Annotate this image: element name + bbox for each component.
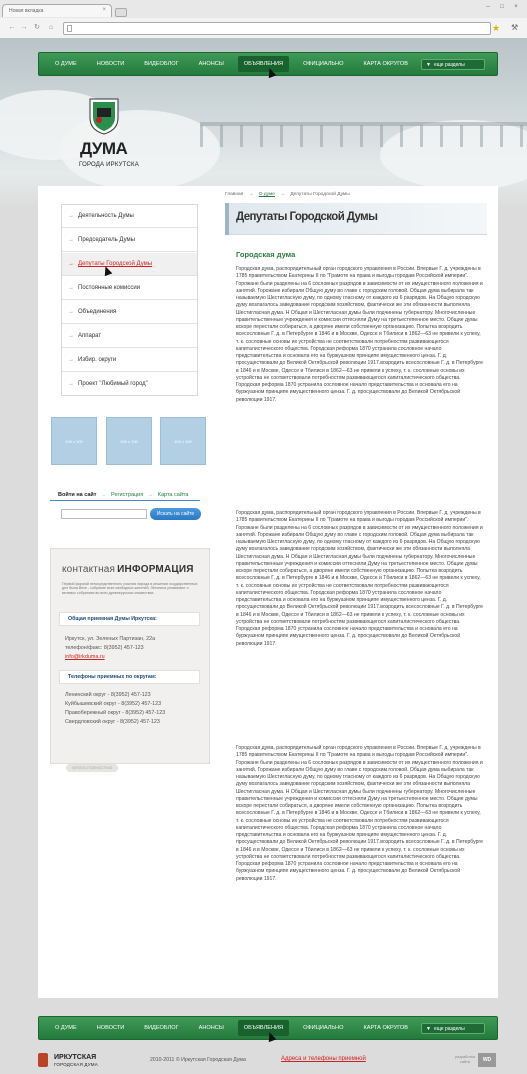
district-phone: Ленинский округ - 8(3952) 457-123 [65,692,151,698]
reception-address: Иркутск, ул. Зеленых Партизан, 22а [65,636,156,642]
developer-logo[interactable]: WD [478,1053,496,1067]
contact-title-bold: ИНФОРМАЦИЯ [117,564,194,575]
district-phone: Свердловский округ - 8(3952) 457-123 [65,719,160,725]
address-bar[interactable] [63,22,491,35]
arrow-right-icon: → [68,213,74,219]
arrow-right-icon: → [280,192,286,197]
arrow-right-icon: → [68,237,74,243]
nav-item-about[interactable]: О ДУМЕ [55,61,77,67]
sidebar-item-label: Деятельность Думы [78,213,134,219]
nav-item-announcements[interactable]: АНОНСЫ [198,61,224,67]
footer-copyright: 2010-2011 © Иркутская Городская Дума [150,1057,246,1063]
reception-phone: телефон/факс: 8(3952) 457-123 [65,645,144,651]
forward-icon[interactable]: → [20,24,28,31]
browser-tab[interactable] [2,4,112,17]
footer-logo-subtitle: ГОРОДСКАЯ ДУМА [54,1062,98,1067]
maximize-icon[interactable]: □ [500,4,504,10]
nav-item-about[interactable]: О ДУМЕ [55,1025,77,1031]
search-input[interactable] [61,509,147,519]
footer-logo-title: ИРКУТСКАЯ [54,1054,97,1061]
sidebar-item-label: Проект "Любимый город" [78,381,148,387]
contact-description: Первой формой непосредственного участия народа в решении государственных дел была Вече - собрание всех свободных жителей. Летописи упоминают о вечевых собраниях во всех древнерусских княжествах. [62,582,198,595]
banner-thumbnail[interactable]: 100 x 100 [106,417,152,465]
window-close-icon[interactable]: × [514,4,518,10]
logo-subtitle: ГОРОДА ИРКУТСКА [79,162,139,168]
sidebar-item-label: Председатель Думы [78,237,135,243]
sidebar-item-associations[interactable] [62,301,197,324]
sidebar-item-deputies[interactable] [62,253,197,276]
developer-label: разработка [455,1055,475,1059]
sidebar-item-commissions[interactable] [62,277,197,300]
tab-close-icon[interactable]: × [102,7,106,13]
footer-logo-icon [38,1053,48,1067]
more-sections-label: еще разделы [433,61,465,68]
sidebar-item-label: Депутаты Городской Думы [78,261,153,267]
nav-item-official[interactable]: ОФИЦИАЛЬНО [303,1025,344,1031]
search-button[interactable]: Искать на сайте [150,508,201,520]
tab-title: Новая вкладка [9,8,44,14]
contact-title-light: контактная [62,564,116,575]
sidebar-item-label: Аппарат [78,333,102,339]
arrow-right-icon: → [68,285,74,291]
nav-item-official[interactable]: ОФИЦИАЛЬНО [303,61,344,67]
chevron-down-icon: ▼ [426,61,431,68]
arrow-right-icon: → [68,261,74,267]
login-tabs [58,492,188,498]
sidebar-item-activity[interactable] [62,205,197,228]
sidebar-item-chairman[interactable] [62,229,197,252]
more-sections-dropdown[interactable] [421,59,485,70]
logo-title: ДУМА [80,139,128,158]
nav-item-news[interactable]: НОВОСТИ [96,1025,125,1031]
arrow-right-icon: → [248,192,254,197]
nav-item-news[interactable]: НОВОСТИ [96,61,125,67]
title-accent [225,203,229,235]
minimize-icon[interactable]: – [486,4,490,10]
breadcrumb [225,192,354,197]
read-more-button[interactable]: ЧИТАТЬ ПОЛНОСТЬЮ [66,764,118,772]
back-icon[interactable]: ← [8,24,16,31]
breadcrumb-current: Депутаты Городской Думы [290,192,350,197]
sidebar-menu [61,204,198,396]
nav-item-notices[interactable]: ОБЪЯВЛЕНИЯ [238,56,289,72]
sidebar-item-label: Объединения [78,309,117,315]
district-phones-heading: Телефоны приемных по округам: [59,670,200,684]
star-icon[interactable]: ★ [492,23,501,33]
arrow-right-icon: → [68,381,74,387]
nav-item-announcements[interactable]: АНОНСЫ [198,1025,224,1031]
content-paragraph: Городская дума, распорядительный орган городского управления в России. Впервые Г. д. учреждены в 1785 правительством Екатерины II по "Грамоте на права и выгоды городам Российской империи". Горожане были разделены на 6 сословных разрядов в зависимости от их имущественного положения и занятий. Горожане избирали Общую думу во главе с городским головой. Общая дума выбирала так называемую Шестигласную думу, по одному гласному от каждого из 6 разрядов. На Общую городскую думу возлагалось заведование городским хозяйством, фактически же эти обязанности выполняла Шестигласная дума. Н Общая и Шестигласная думы были подчинены губернатору. Многочисленные правительственные учреждения и комиссии оттесняли Думу на третьестепенное место. Общие думы вскоре перестали собираться, а дворяне имели собственную организацию. Попытка возродить всесословные Г. д. в Петербурге в 1846 и в Москве, Одессе и Тбилиси в 1862—63 не привели к успеху, т. к. сословные основы их устройства не соответствовали потребностям развивающегося капиталистического общества. Городская реформа 1870 устранила сословное начало представительства и основала его на буржуазном принципе имущественного ценза. Г. д. просуществовали до Великой Октябрьской революции 1917.возродить всесословные Г. д. в Петербурге в 1846 и в Москве, Одессе и Тбилиси в 1862—63 не привели к успеху, т. к. сословные основы их устройства не соответствовали потребностям развивающегося капиталистического общества. Городская реформа 1870 устранила сословное начало представительства и основала его на буржуазном принципе имущественного ценза. Г. д. просуществовали до Великой Октябрьской революции 1917. [236,745,484,882]
content-paragraph: Городская дума, распорядительный орган городского управления в России. Впервые Г. д. учреждены в 1785 правительством Екатерины II по "Грамоте на права и выгоды городам Российской империи". Горожане были разделены на 6 сословных разрядов в зависимости от их имущественного положения и занятий. Горожане избирали Общую думу во главе с городским головой. Общая дума выбирала так называемую Шестигласную думу, по одному гласному от каждого из 6 разрядов. На Общую городскую думу возлагалось заведование городским хозяйством, фактически же эти обязанности выполняла Шестигласная дума. Н Общая и Шестигласная думы были подчинены губернатору. Многочисленные правительственные учреждения и комиссии оттесняли Думу на третьестепенное место. Общие думы вскоре перестали собираться, а дворяне имели собственную организацию. Попытка возродить всесословные Г. д. в Петербурге в 1846 и в Москве, Одессе и Тбилиси в 1862—63 не привели к успеху, т. к. сословные основы их устройства не соответствовали потребностям развивающегося капиталистического общества. Городская реформа 1870 устранила сословное начало представительства и основала его на буржуазном принципе имущественного ценза. Г. д. просуществовали до Великой Октябрьской революции 1917.возродить всесословные Г. д. в Петербурге в 1846 и в Москве, Одессе и Тбилиси в 1862—63 не привели к успеху, т. к. сословные основы их устройства не соответствовали потребностям развивающегося капиталистического общества. Городская реформа 1870 устранила сословное начало представительства и основала его на буржуазном принципе имущественного ценза. Г. д. просуществовали до Великой Октябрьской революции 1917. [236,266,484,403]
reception-heading: Общая приемная Думы Иркутска: [59,612,200,626]
developer-label: сайта [460,1060,470,1064]
arrow-right-icon: → [68,309,74,315]
tab-sitemap[interactable]: Карта сайта [157,492,189,498]
content-paragraph: Городская дума, распорядительный орган городского управления в России. Впервые Г. д. учреждены в 1785 правительством Екатерины II по "Грамоте на права и выгоды городам Российской империи". Горожане были разделены на 6 сословных разрядов в зависимости от их имущественного положения и занятий. Горожане избирали Общую думу во главе с городским головой. Общая дума выбирала так называемую Шестигласную думу, по одному гласному от каждого из 6 разрядов. На Общую городскую думу возлагалось заведование городским хозяйством, фактически же эти обязанности выполняла Шестигласная дума. Н Общая и Шестигласная думы были подчинены губернатору. Многочисленные правительственные учреждения и комиссии оттесняли Думу на третьестепенное место. Общие думы вскоре перестали собираться, а дворяне имели собственную организацию. Попытка возродить всесословные Г. д. в Петербурге в 1846 и в Москве, Одессе и Тбилиси в 1862—63 не привели к успеху, т. к. сословные основы их устройства не соответствовали потребностям развивающегося капиталистического общества. Городская реформа 1870 устранила сословное начало представительства и основала его на буржуазном принципе имущественного ценза. Г. д. просуществовали до Великой Октябрьской революции 1917.возродить всесословные Г. д. в Петербурге в 1846 и в Москве, Одессе и Тбилиси в 1862—63 не привели к успеху, т. к. сословные основы их устройства не соответствовали потребностям развивающегося капиталистического общества. Городская реформа 1870 устранила сословное начало представительства и основала его на буржуазном принципе имущественного ценза. Г. д. просуществовали до Великой Октябрьской революции 1917. [236,510,484,647]
wrench-icon[interactable]: ⚒ [511,23,519,32]
district-phone: Куйбышевский округ - 8(3952) 457-123 [65,701,162,707]
district-phone: Правобережный округ - 8(3952) 457-123 [65,710,166,716]
reception-email[interactable]: info@irkduma.ru [65,654,105,660]
home-icon[interactable]: ⌂ [48,24,54,31]
chevron-down-icon: ▼ [426,1025,431,1032]
nav-item-videoblog[interactable]: ВИДЕОБЛОГ [144,1025,179,1031]
arrow-right-icon: → [68,357,74,363]
bridge-decoration [200,125,527,147]
nav-item-videoblog[interactable]: ВИДЕОБЛОГ [144,61,179,67]
sidebar-item-districts[interactable] [62,349,197,372]
coat-of-arms-icon [89,98,119,135]
banner-thumbnail[interactable]: 100 x 100 [51,417,97,465]
login-divider [50,500,200,501]
sidebar-item-project[interactable] [62,373,197,396]
sidebar-item-label: Избир. округи [78,357,117,363]
contact-title [62,564,194,575]
tab-register[interactable]: Регистрация [111,492,144,498]
nav-item-districts-map[interactable]: КАРТА ОКРУГОВ [363,1025,409,1031]
nav-item-districts-map[interactable]: КАРТА ОКРУГОВ [363,61,409,67]
arrow-right-icon: → [68,333,74,339]
sidebar-item-staff[interactable] [62,325,197,348]
section-subtitle: Городская дума [236,250,296,259]
sidebar-item-label: Постоянные комиссии [78,285,141,291]
more-sections-label: еще разделы [433,1025,465,1032]
breadcrumb-parent[interactable]: О думе [258,192,275,197]
arrow-right-icon: → [101,492,107,498]
arrow-right-icon: → [147,492,154,498]
new-tab-button[interactable] [115,8,127,17]
page-title: Депутаты Городской Думы [236,211,378,223]
breadcrumb-home[interactable]: Главная [225,192,244,197]
tab-login[interactable]: Войти на сайт [58,492,97,498]
more-sections-dropdown[interactable] [421,1023,485,1034]
reload-icon[interactable]: ↻ [34,24,40,31]
banner-thumbnail[interactable]: 100 x 100 [160,417,206,465]
nav-item-notices[interactable]: ОБЪЯВЛЕНИЯ [238,1020,289,1036]
page-icon [67,25,72,32]
footer-address-link[interactable]: Адреса и телефоны приемной [281,1056,366,1062]
